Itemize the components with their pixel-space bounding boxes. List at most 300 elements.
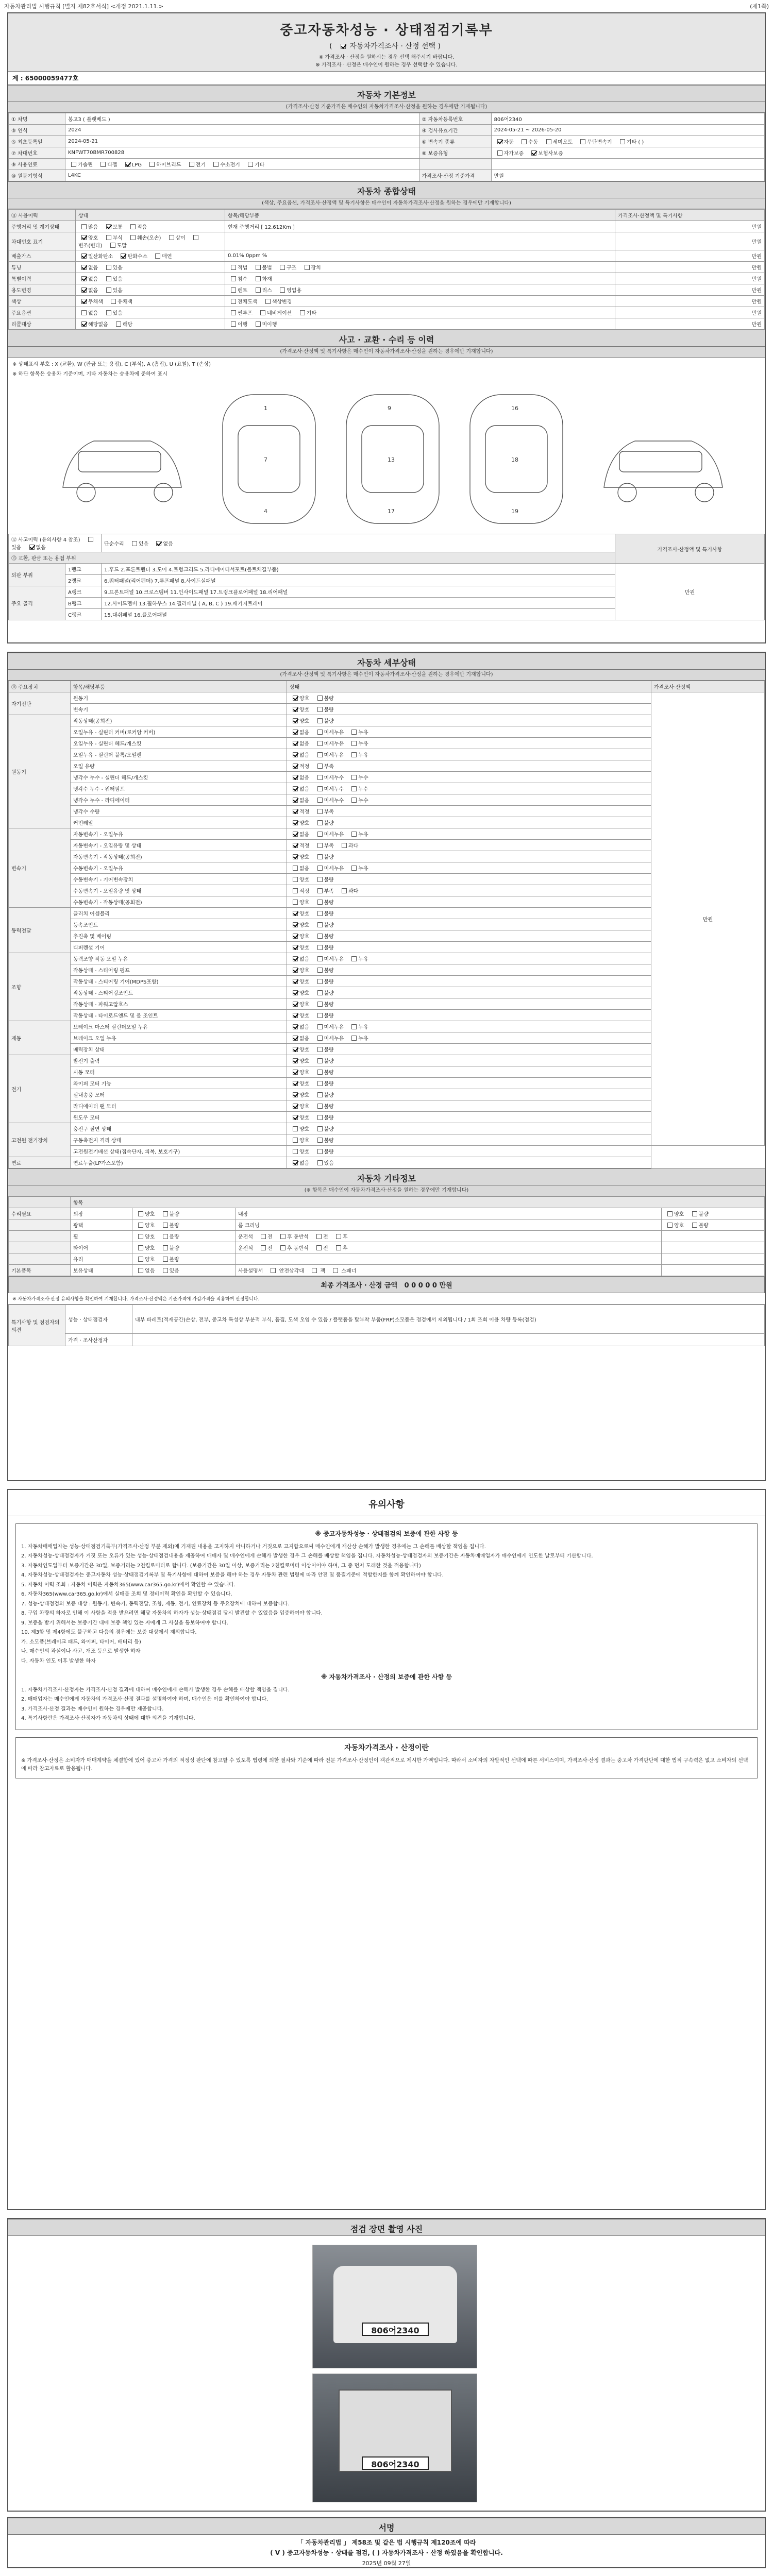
etc-row <box>9 1253 765 1265</box>
checkbox[interactable] <box>293 911 298 916</box>
detail-item: 냉각수 누수 - 워터펌프 <box>71 783 287 794</box>
checkbox[interactable] <box>317 1013 323 1018</box>
checkbox[interactable] <box>106 276 111 281</box>
checkbox[interactable] <box>317 888 323 893</box>
detail-item: 오일누유 - 실린더 헤드/개스킷 <box>71 738 287 749</box>
detail-state: 양호 불량 <box>287 919 651 930</box>
detail-head-item: 항목/해당부품 <box>71 681 287 692</box>
summary-price: 만원 <box>615 284 765 296</box>
summary-item: 렌트 리스 영업용 <box>225 284 615 296</box>
checkbox[interactable] <box>293 854 298 859</box>
checkbox[interactable] <box>317 1070 323 1075</box>
checkbox[interactable] <box>293 1160 298 1165</box>
etc-state2 <box>662 1231 765 1242</box>
checkbox[interactable] <box>81 310 87 315</box>
checkbox[interactable] <box>293 1013 298 1018</box>
checkbox[interactable] <box>341 44 346 49</box>
checkbox[interactable] <box>293 718 298 723</box>
accident-table <box>8 534 765 620</box>
detail-group: 조향 <box>9 953 71 1021</box>
notice-item: 3. 가격조사·산정 결과는 매수인이 원하는 경우에만 제공합니다. <box>21 1706 164 1712</box>
checkbox[interactable] <box>169 235 174 240</box>
checkbox[interactable] <box>317 775 323 780</box>
checkbox[interactable] <box>351 798 357 803</box>
etc-state2 <box>662 1242 765 1253</box>
checkbox[interactable] <box>261 1245 266 1250</box>
checkbox[interactable] <box>351 730 357 735</box>
checkbox[interactable] <box>300 310 305 315</box>
etc-part: 타이어 <box>71 1242 132 1253</box>
checkbox[interactable] <box>317 956 323 961</box>
checkbox[interactable] <box>138 1268 143 1273</box>
checkbox[interactable] <box>317 1149 323 1154</box>
checkbox[interactable] <box>111 299 116 304</box>
summary-item: 썬루프 네비게이션 기타 <box>225 307 615 318</box>
detail-head-state: 상태 <box>287 681 651 692</box>
summary-item: 이행 미이행 <box>225 318 615 330</box>
checkbox[interactable] <box>293 1115 298 1120</box>
svg-text:16: 16 <box>511 405 518 412</box>
svg-text:19: 19 <box>511 508 518 515</box>
checkbox[interactable] <box>342 843 347 848</box>
checkbox[interactable] <box>293 866 298 871</box>
detail-state: 양호 불량 <box>287 1146 651 1157</box>
checkbox[interactable] <box>531 150 536 156</box>
etc-key <box>9 1231 71 1242</box>
checkbox[interactable] <box>317 820 323 825</box>
checkbox[interactable] <box>213 162 219 167</box>
detail-group: 고전원 전기장치 <box>9 1123 71 1157</box>
checkbox[interactable] <box>317 832 323 837</box>
accident-history-row: ⑫ 사고이력 (유의사항 4 참조) 있음 없음 <box>9 534 102 552</box>
svg-text:18: 18 <box>511 456 518 463</box>
checkbox[interactable] <box>138 1234 143 1239</box>
notice-heading-1: ※ 중고자동차성능 · 상태점검의 보증에 관한 사항 등 <box>315 1530 458 1537</box>
summary-sub: (색상, 주요옵션, 가격조사·산정액 및 특기사항은 매수인이 자동차가격조사·산정을 원하는 경우에만 기재합니다) <box>8 198 765 209</box>
checkbox[interactable] <box>138 1245 143 1250</box>
basic-info-title: 자동차 기본정보 <box>8 85 765 102</box>
checkbox[interactable] <box>293 1081 298 1086</box>
checkbox[interactable] <box>317 1002 323 1007</box>
checkbox[interactable] <box>522 139 527 144</box>
checkbox[interactable] <box>317 877 323 882</box>
summary-state: 없음 있음 <box>76 273 225 284</box>
detail-group: 동력전달 <box>9 908 71 953</box>
detail-state: 적정 부족 과다 <box>287 840 651 851</box>
checkbox[interactable] <box>317 718 323 723</box>
simple-repair-row: 단순수리 있음 없음 <box>102 534 615 552</box>
checkbox[interactable] <box>260 310 265 315</box>
svg-text:1: 1 <box>264 405 267 412</box>
checkbox[interactable] <box>293 707 298 712</box>
checkbox[interactable] <box>317 1092 323 1097</box>
checkbox[interactable] <box>293 1058 298 1063</box>
checkbox[interactable] <box>71 162 76 167</box>
checkbox[interactable] <box>293 1138 298 1143</box>
basic-value: L4KC <box>65 170 419 181</box>
summary-key: 튜닝 <box>9 262 76 273</box>
detail-row <box>9 1021 765 1032</box>
checkbox[interactable] <box>106 265 111 270</box>
detail-state: 양호 불량 <box>287 896 651 908</box>
car-body-diagram <box>16 379 759 534</box>
checkbox[interactable] <box>317 990 323 995</box>
checkbox[interactable] <box>351 1036 357 1041</box>
checkbox[interactable] <box>231 310 236 315</box>
notice-item: 3. 자동차인도일부터 보증기간은 30일, 보증거리는 2천킬로미터로 합니다. (보증기간은 30일 이상, 보증거리는 2천킬로미터 이상이어야 하며, 그 중 먼저 도래한 것을 적용합니다) <box>21 1563 421 1569</box>
detail-state: 양호 불량 <box>287 964 651 976</box>
checkbox[interactable] <box>336 1245 341 1250</box>
checkbox[interactable] <box>293 1047 298 1052</box>
checkbox[interactable] <box>293 1002 298 1007</box>
checkbox[interactable] <box>293 1104 298 1109</box>
checkbox[interactable] <box>132 541 137 546</box>
rank2-items: 6.쿼터패널(리어펜더) 7.루프패널 8.사이드실패널 <box>102 575 615 586</box>
checkbox[interactable] <box>351 1024 357 1029</box>
etc-part2 <box>236 1253 662 1265</box>
checkbox[interactable] <box>106 310 111 315</box>
checkbox[interactable] <box>293 730 298 735</box>
checkbox[interactable] <box>692 1211 697 1216</box>
checkbox[interactable] <box>231 265 236 270</box>
detail-state: 양호 불량 <box>287 1134 651 1146</box>
checkbox[interactable] <box>317 934 323 939</box>
basic-label: ① 차명 <box>9 113 65 125</box>
frame-label: 주요 골격 <box>9 586 65 620</box>
checkbox[interactable] <box>256 287 261 293</box>
basic-value <box>491 159 764 170</box>
summary-price: 만원 <box>615 221 765 232</box>
checkbox[interactable] <box>317 945 323 950</box>
checkbox[interactable] <box>293 786 298 791</box>
detail-state: 양호 불량 <box>287 930 651 942</box>
checkbox[interactable] <box>106 287 111 293</box>
checkbox[interactable] <box>193 235 198 240</box>
checkbox[interactable] <box>317 752 323 757</box>
basic-label: ③ 연식 <box>9 125 65 136</box>
basic-label: 가격조사·산정 기준가격 <box>419 170 491 181</box>
rank1-label: 1랭크 <box>65 564 102 575</box>
checkbox[interactable] <box>256 321 261 327</box>
detail-item: 디퍼렌셜 기어 <box>71 942 287 953</box>
rankB-items: 12.사이드멤버 13.휠하우스 14.필러패널 ( A, B, C ) 19.패키지트레이 <box>102 598 615 609</box>
checkbox[interactable] <box>293 990 298 995</box>
checkbox[interactable] <box>261 1234 266 1239</box>
checkbox[interactable] <box>121 253 126 259</box>
detail-state: 없음 있음 <box>287 1157 651 1168</box>
basic-value: 2024 <box>65 125 419 136</box>
summary-state: 해당없음 해당 <box>76 318 225 330</box>
checkbox[interactable] <box>293 979 298 984</box>
checkbox[interactable] <box>317 764 323 769</box>
checkbox[interactable] <box>88 537 93 542</box>
detail-item: 윈도우 모터 <box>71 1112 287 1123</box>
detail-row <box>9 692 765 704</box>
detail-row <box>9 1134 765 1146</box>
checkbox[interactable] <box>317 900 323 905</box>
etc-row <box>9 1208 765 1219</box>
detail-state: 양호 불량 <box>287 1112 651 1123</box>
basic-label: ② 자동차등록번호 <box>419 113 491 125</box>
checkbox[interactable] <box>81 276 87 281</box>
checkbox[interactable] <box>342 888 347 893</box>
detail-row <box>9 1078 765 1089</box>
checkbox[interactable] <box>138 1223 143 1228</box>
checkbox[interactable] <box>317 1036 323 1041</box>
etc-row <box>9 1231 765 1242</box>
checkbox[interactable] <box>317 968 323 973</box>
checkbox[interactable] <box>280 287 285 293</box>
checkbox[interactable] <box>265 299 271 304</box>
checkbox[interactable] <box>667 1223 673 1228</box>
checkbox[interactable] <box>317 809 323 814</box>
checkbox[interactable] <box>125 162 130 167</box>
checkbox[interactable] <box>293 741 298 746</box>
checkbox[interactable] <box>81 235 87 240</box>
checkbox[interactable] <box>81 265 87 270</box>
rankC-items: 15.대쉬패널 16.플로어패널 <box>102 609 615 620</box>
checkbox[interactable] <box>317 1047 323 1052</box>
detail-item: 동력조향 작동 오일 누유 <box>71 953 287 964</box>
checkbox[interactable] <box>293 922 298 927</box>
checkbox[interactable] <box>155 253 160 259</box>
checkbox[interactable] <box>163 1223 168 1228</box>
checkbox[interactable] <box>293 1036 298 1041</box>
detail-row <box>9 998 765 1010</box>
checkbox[interactable] <box>317 696 323 701</box>
checkbox[interactable] <box>248 162 253 167</box>
etc-part: 유리 <box>71 1253 132 1265</box>
etc-part2: 내장 <box>236 1208 662 1219</box>
checkbox[interactable] <box>317 843 323 848</box>
etc-state2 <box>662 1253 765 1265</box>
checkbox[interactable] <box>692 1223 697 1228</box>
checkbox[interactable] <box>81 253 87 259</box>
checkbox[interactable] <box>81 287 87 293</box>
checkbox[interactable] <box>317 1160 323 1165</box>
checkbox[interactable] <box>546 139 551 144</box>
checkbox[interactable] <box>317 911 323 916</box>
checkbox[interactable] <box>81 299 87 304</box>
summary-row <box>9 307 765 318</box>
checkbox[interactable] <box>317 1115 323 1120</box>
checkbox[interactable] <box>317 1024 323 1029</box>
rankC-label: C랭크 <box>65 609 102 620</box>
checkbox[interactable] <box>163 1245 168 1250</box>
notice-item: 8. 구입 차량의 하자로 인해 이 사항을 적용 받으려면 해당 자동차의 하자가 성능·상태점검 당시 발견할 수 있었음을 입증하여야 합니다. <box>21 1611 323 1617</box>
checkbox[interactable] <box>316 1234 322 1239</box>
detail-item: 클러치 어셈블리 <box>71 908 287 919</box>
etc-row <box>9 1242 765 1253</box>
summary-key: 차대번호 표기 <box>9 232 76 250</box>
etc-key <box>9 1242 71 1253</box>
checkbox[interactable] <box>29 545 35 550</box>
summary-key: 용도변경 <box>9 284 76 296</box>
checkbox[interactable] <box>130 224 136 229</box>
basic-label: ⑦ 차대번호 <box>9 147 65 159</box>
checkbox[interactable] <box>293 1024 298 1029</box>
checkbox[interactable] <box>293 934 298 939</box>
detail-item: 라디에이터 팬 모터 <box>71 1100 287 1112</box>
checkbox[interactable] <box>280 1234 285 1239</box>
detail-state: 없음 미세누유 누유 <box>287 749 651 760</box>
checkbox[interactable] <box>163 1211 168 1216</box>
checkbox[interactable] <box>256 276 261 281</box>
checkbox[interactable] <box>293 956 298 961</box>
checkbox[interactable] <box>293 820 298 825</box>
checkbox[interactable] <box>81 321 87 327</box>
checkbox[interactable] <box>317 707 323 712</box>
checkbox[interactable] <box>156 541 161 546</box>
checkbox[interactable] <box>351 866 357 871</box>
checkbox[interactable] <box>293 764 298 769</box>
checkbox[interactable] <box>293 945 298 950</box>
checkbox[interactable] <box>81 224 87 229</box>
checkbox[interactable] <box>351 832 357 837</box>
checkbox[interactable] <box>163 1234 168 1239</box>
checkbox[interactable] <box>317 866 323 871</box>
summary-key: 배출가스 <box>9 250 76 262</box>
checkbox[interactable] <box>293 877 298 882</box>
basic-info-table <box>8 113 765 181</box>
detail-state: 없음 미세누유 누유 <box>287 862 651 874</box>
etc-title: 자동차 기타정보 <box>8 1168 765 1185</box>
checkbox[interactable] <box>351 741 357 746</box>
checkbox[interactable] <box>293 832 298 837</box>
checkbox[interactable] <box>138 1211 143 1216</box>
checkbox[interactable] <box>163 1257 168 1262</box>
detail-item: 자동변속기 - 오일누유 <box>71 828 287 840</box>
checkbox[interactable] <box>110 243 115 248</box>
detail-item: 브레이크 오일 누유 <box>71 1032 287 1044</box>
checkbox[interactable] <box>317 730 323 735</box>
accident-legend: ※ 상태표시 부호 : X (교환), W (판금 또는 용접), C (부식), A (흠집), U (요철), T (손상) <box>12 362 211 367</box>
basic-value: 자동 수동 세미오토 무단변속기 기타 ( ) <box>491 136 764 147</box>
checkbox[interactable] <box>149 162 155 167</box>
checkbox[interactable] <box>293 809 298 814</box>
page-3 <box>7 1489 766 2210</box>
checkbox[interactable] <box>231 276 236 281</box>
checkbox[interactable] <box>293 1092 298 1097</box>
final-price-title: 최종 가격조사 · 산정 금액 <box>321 1282 398 1290</box>
checkbox[interactable] <box>317 798 323 803</box>
checkbox[interactable] <box>317 786 323 791</box>
basic-value: 만원 <box>491 170 764 181</box>
checkbox[interactable] <box>351 786 357 791</box>
checkbox[interactable] <box>231 321 236 327</box>
checkbox[interactable] <box>351 956 357 961</box>
page-number: (제1쪽) <box>750 3 769 10</box>
checkbox[interactable] <box>293 752 298 757</box>
summary-row <box>9 273 765 284</box>
etc-sub: (※ 항목은 매수인이 자동차가격조사·산정을 원하는 경우에만 기재합니다) <box>8 1185 765 1196</box>
checkbox[interactable] <box>293 1070 298 1075</box>
checkbox[interactable] <box>305 265 310 270</box>
detail-group: 연료 <box>9 1157 71 1168</box>
doc-number <box>8 72 765 85</box>
checkbox[interactable] <box>667 1211 673 1216</box>
detail-item: 변속기 <box>71 704 287 715</box>
detail-item: 자동변속기 - 오일유량 및 상태 <box>71 840 287 851</box>
etc-key <box>9 1253 71 1265</box>
checkbox[interactable] <box>317 1058 323 1063</box>
checkbox[interactable] <box>293 888 298 893</box>
checkbox[interactable] <box>497 150 502 156</box>
checkbox[interactable] <box>317 1081 323 1086</box>
notice-item: 6. 자동차365(www.car365.go.kr)에서 실매물 조회 및 정비이력 확인을 확인할 수 있습니다. <box>21 1591 232 1598</box>
basic-label: ⑩ 원동기형식 <box>9 170 65 181</box>
checkbox[interactable] <box>106 224 111 229</box>
detail-state: 양호 불량 <box>287 692 651 704</box>
checkbox[interactable] <box>189 162 194 167</box>
summary-state: 없음 있음 <box>76 307 225 318</box>
checkbox[interactable] <box>116 321 121 327</box>
detail-item: 작동상태 - 타이로드엔드 및 볼 조인트 <box>71 1010 287 1021</box>
checkbox[interactable] <box>317 922 323 927</box>
checkbox[interactable] <box>497 139 502 144</box>
detail-price: 만원 <box>651 692 765 1146</box>
special-table <box>8 1304 765 1346</box>
notice-item: 2. 매매업자는 매수인에게 자동차의 가격조사·산정 결과를 설명하여야 하며, 매수인은 이를 확인하여야 합니다. <box>21 1697 268 1703</box>
checkbox[interactable] <box>317 741 323 746</box>
checkbox[interactable] <box>231 299 236 304</box>
checkbox[interactable] <box>130 235 136 240</box>
checkbox[interactable] <box>317 1138 323 1143</box>
checkbox[interactable] <box>293 843 298 848</box>
checkbox[interactable] <box>293 1126 298 1131</box>
detail-item: 오일 유량 <box>71 760 287 772</box>
checkbox[interactable] <box>100 162 106 167</box>
summary-key: 특별이력 <box>9 273 76 284</box>
detail-state: 양호 불량 <box>287 1100 651 1112</box>
checkbox[interactable] <box>336 1234 341 1239</box>
checkbox[interactable] <box>163 1268 168 1273</box>
checkbox[interactable] <box>293 968 298 973</box>
detail-row <box>9 1032 765 1044</box>
checkbox[interactable] <box>293 696 298 701</box>
detail-group: 전기 <box>9 1055 71 1123</box>
checkbox[interactable] <box>271 1268 276 1273</box>
checkbox[interactable] <box>293 900 298 905</box>
checkbox[interactable] <box>280 265 285 270</box>
checkbox[interactable] <box>256 265 261 270</box>
page-4 <box>7 2218 766 2512</box>
detail-row <box>9 987 765 998</box>
summary-head-items: 항목/해당부품 <box>225 210 615 221</box>
checkbox[interactable] <box>580 139 585 144</box>
checkbox[interactable] <box>317 1104 323 1109</box>
checkbox[interactable] <box>293 1149 298 1154</box>
checkbox[interactable] <box>106 235 111 240</box>
detail-state: 없음 미세누유 누유 <box>287 726 651 738</box>
checkbox[interactable] <box>316 1245 322 1250</box>
checkbox[interactable] <box>333 1268 338 1273</box>
doc-number-value: 65000059477호 <box>25 75 79 82</box>
checkbox[interactable] <box>620 139 625 144</box>
checkbox[interactable] <box>293 775 298 780</box>
checkbox[interactable] <box>317 854 323 859</box>
checkbox[interactable] <box>351 752 357 757</box>
checkbox[interactable] <box>293 798 298 803</box>
checkbox[interactable] <box>231 287 236 293</box>
checkbox[interactable] <box>312 1268 317 1273</box>
detail-item: 시동 모터 <box>71 1066 287 1078</box>
checkbox[interactable] <box>138 1257 143 1262</box>
checkbox[interactable] <box>317 979 323 984</box>
checkbox[interactable] <box>317 1126 323 1131</box>
checkbox[interactable] <box>351 775 357 780</box>
checkbox[interactable] <box>280 1245 285 1250</box>
